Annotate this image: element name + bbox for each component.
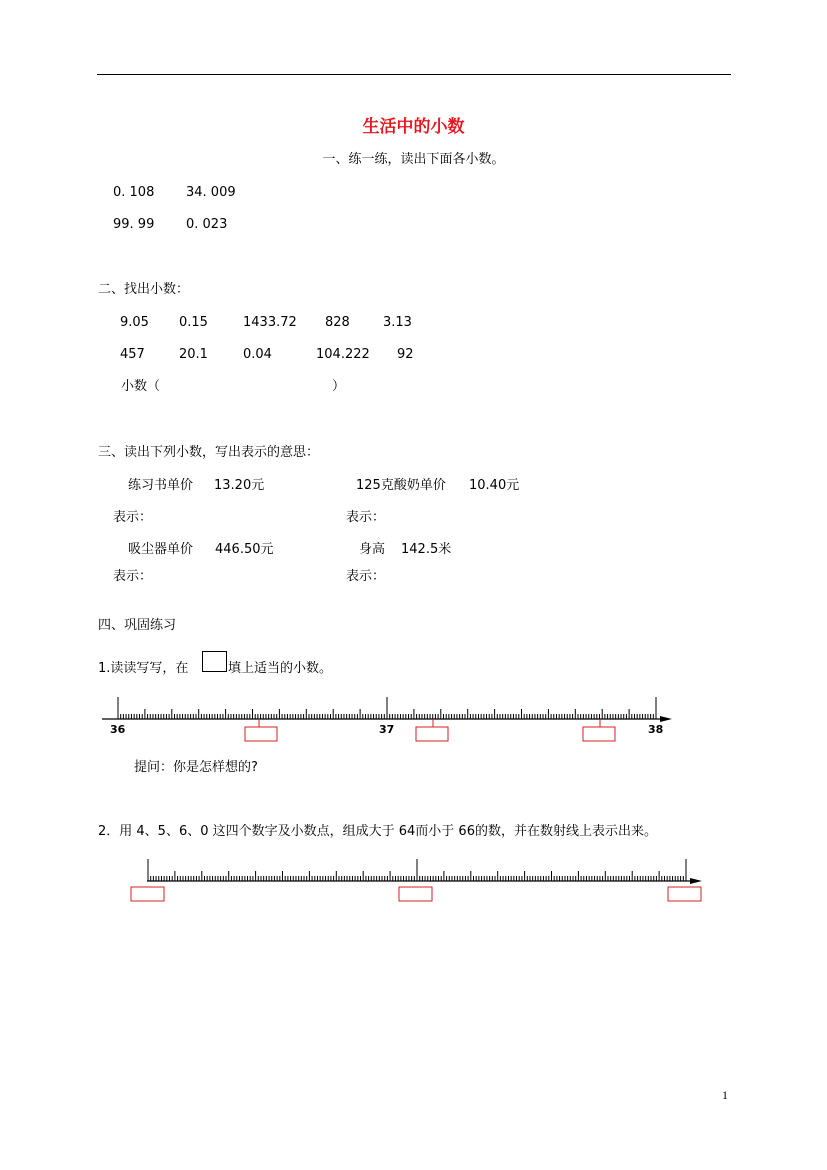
section4-heading: 四、巩固练习 [98,618,177,633]
decimal-item: 34. 009 [186,185,236,200]
arrow-head [690,878,702,884]
item-value: 446.50元 [215,542,274,557]
number-item: 828 [325,315,350,330]
meaning-label: 表示： [113,569,153,584]
arrow-head [660,716,672,722]
decimal-item: 0. 108 [113,185,155,200]
number-item: 104.222 [316,347,370,362]
page-number: 1 [722,1088,728,1102]
q1-text-after: 填上适当的小数。 [228,661,333,676]
item-value: 13.20元 [214,478,265,493]
item-label: 吸尘器单价 [128,542,194,557]
number-item: 0.04 [243,347,272,362]
item-label: 练习书单价 [128,478,194,493]
number-item: 457 [120,347,145,362]
answer-box [416,727,448,741]
answer-box [245,727,277,741]
meaning-label: 表示： [346,510,386,525]
number-item: 3.13 [383,315,412,330]
ruler-label-37: 37 [379,723,395,736]
answer-box [131,887,164,901]
item-value: 142.5米 [401,542,452,557]
answer-box [668,887,701,901]
meaning-label: 表示： [346,569,386,584]
answer-box [583,727,615,741]
page-title: 生活中的小数 [362,117,465,137]
number-item: 20.1 [179,347,208,362]
item-label: 125克酸奶单价 [356,478,446,493]
section3-heading: 三、读出下列小数，写出表示的意思： [98,445,320,460]
section2-heading: 二、找出小数： [98,282,190,297]
number-item: 9.05 [120,315,149,330]
answer-close: ） [332,379,346,394]
decimal-item: 0. 023 [186,217,228,232]
meaning-label: 表示： [113,510,153,525]
q1-prompt: 提问：你是怎样想的? [134,760,258,775]
number-item: 1433.72 [243,315,297,330]
q1-text-before: 1.读读写写，在 [98,661,189,676]
answer-box [399,887,432,901]
decimal-item: 99. 99 [113,217,155,232]
section1-heading: 一、练一练，读出下面各小数。 [322,152,505,167]
number-item: 92 [397,347,414,362]
number-line-2 [131,859,702,901]
q2-text: 2．用 4、5、6、0 这四个数字及小数点，组成大于 64而小于 66的数，并在数射线上表示出来。 [98,824,657,839]
item-value: 10.40元 [469,478,520,493]
number-item: 0.15 [179,315,208,330]
answer-label: 小数（ [121,379,161,394]
item-label: 身高 [359,542,386,557]
ruler-label-36: 36 [110,723,126,736]
ruler-label-38: 38 [648,723,664,736]
